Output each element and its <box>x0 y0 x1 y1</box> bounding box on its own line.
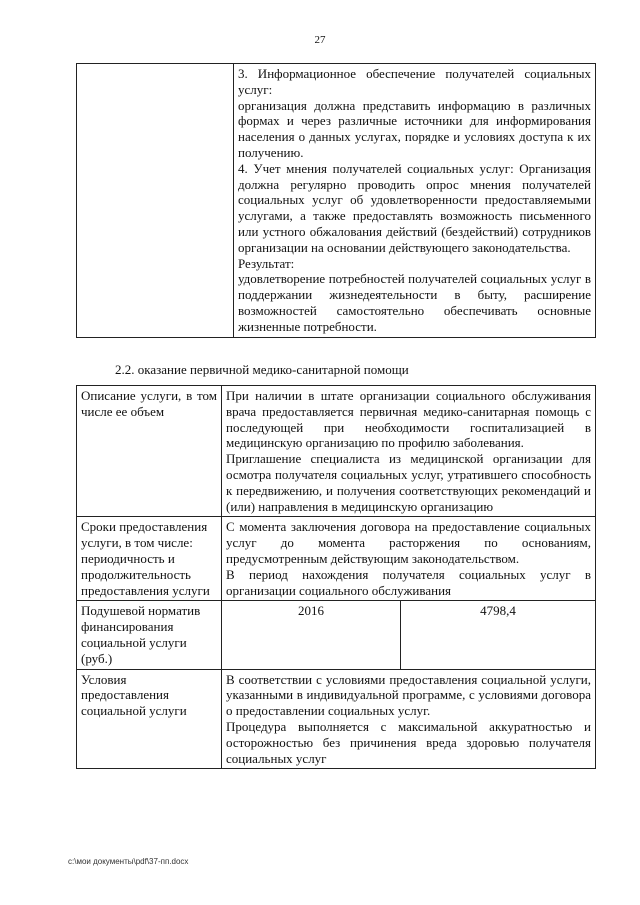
table-row <box>77 669 596 769</box>
year-cell: 2016 <box>222 601 401 669</box>
page-number: 27 <box>314 34 326 46</box>
value-cell: 4798,4 <box>401 601 596 669</box>
content-cell <box>234 64 596 338</box>
row-label: Описание услуги, в том числе ее объем <box>77 386 222 517</box>
table-row <box>77 517 596 601</box>
file-path-footer: c:\мои документы\pdf\37-пп.docx <box>68 857 189 866</box>
paragraph: 3. Информационное обеспечение получателей социальных услуг: <box>238 66 591 97</box>
paragraph: 4. Учет мнения получателей социальных услуг: Организация должна регулярно проводить опрос мнения получателей социальных услуг об удовлетворенности предоставляемыми услугами, а также предоставлять возможность письменного или устного обжалования действий (бездействий) сотрудников организации на основании действующего законодательства. <box>238 160 591 255</box>
table-row <box>77 601 596 669</box>
paragraph: организация должна представить информацию в различных формах и через различные источники для информирования населения о данных услугах, порядке и условиях доступа к их получению. <box>238 97 591 160</box>
paragraph: Процедура выполняется с максимальной аккуратностью и осторожностью без причинения вреда здоровью получателя социальных услуг <box>226 718 591 766</box>
row-content <box>222 517 596 601</box>
service-table <box>76 385 596 769</box>
paragraph: В соответствии с условиями предоставления социальной услуги, указанными в индивидуальной программе, с условиями договора о предоставлении социальных услуг. <box>226 671 591 719</box>
paragraph: В период нахождения получателя социальных услуг в организации социального обслуживания <box>226 566 591 598</box>
continuation-table <box>76 63 596 338</box>
row-content <box>222 386 596 517</box>
table-row <box>77 386 596 517</box>
paragraph: При наличии в штате организации социального обслуживания врача предоставляется первичная медико-санитарная помощь с последующей при необходимости госпитализацией в медицинскую организацию по профилю заболевания. <box>226 388 591 451</box>
row-label: Условия предоставления социальной услуги <box>77 669 222 769</box>
row-content <box>222 669 596 769</box>
paragraph: Приглашение специалиста из медицинской организации для осмотра получателя социальных услуг, утратившего способность к передвижению, и получения соответствующих рекомендаций и (или) направления в медицинскую организацию <box>226 451 591 514</box>
section-title: 2.2. оказание первичной медико-санитарной помощи <box>115 362 409 377</box>
row-label: Сроки предоставления услуги, в том числе: периодичность и продолжительность предоставления услуги <box>77 517 222 601</box>
table-row <box>77 64 596 338</box>
paragraph: Результат: <box>238 255 295 271</box>
empty-label-cell <box>77 64 234 338</box>
paragraph: удовлетворение потребностей получателей социальных услуг в поддержании жизнедеятельности в быту, расширение возможностей самостоятельно обеспечивать основные жизненные потребности. <box>238 271 591 334</box>
paragraph: С момента заключения договора на предоставление социальных услуг до момента расторжения по основаниям, предусмотренным действующим законодательством. <box>226 519 591 566</box>
row-label: Подушевой норматив финансирования социальной услуги (руб.) <box>77 601 222 669</box>
